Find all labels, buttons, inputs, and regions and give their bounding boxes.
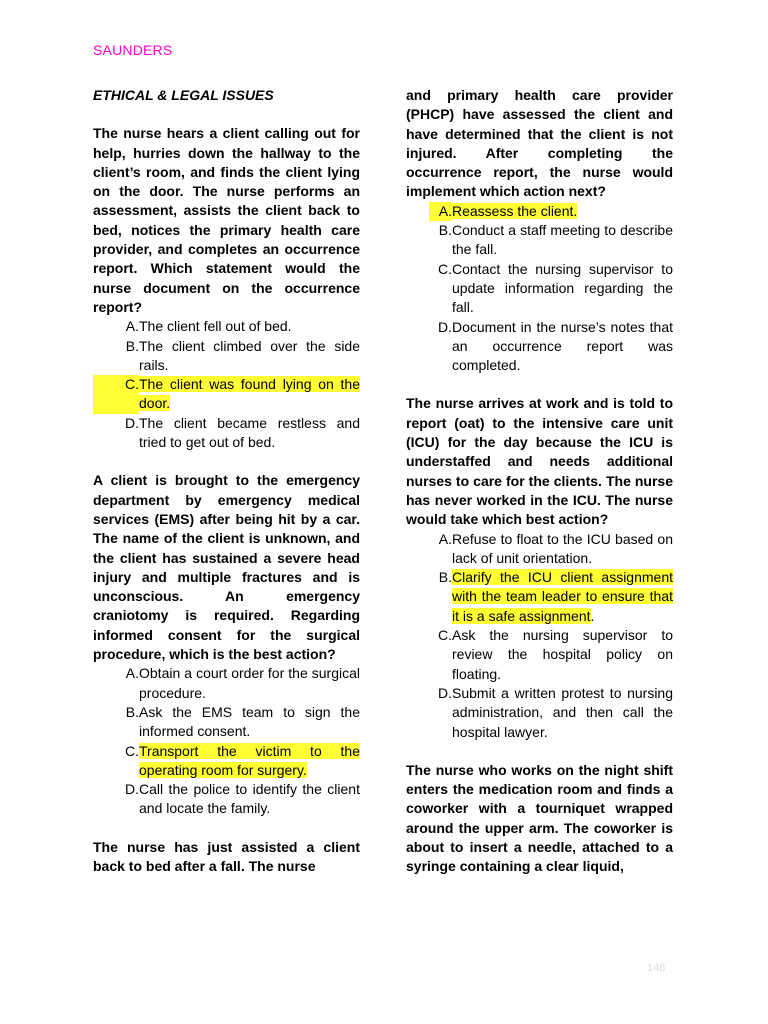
left-column <box>93 86 360 876</box>
highlighted-answer: Clarify the ICU client assignment with the team leader to ensure that it is a safe assignment <box>452 569 673 624</box>
highlighted-answer: The client was found lying on the door. <box>139 376 360 412</box>
question-2-options <box>93 664 360 818</box>
running-header: SAUNDERS <box>93 42 173 58</box>
question-3-stem-start: The nurse has just assisted a client back to bed after a fall. The nurse <box>93 838 360 874</box>
question-5-stem: The nurse who works on the night shift enters the medication room and finds a coworker with a tourniquet wrapped around the upper arm. The coworker is about to insert a needle, attached to a syringe containing a clear liquid, <box>406 761 673 875</box>
option-correct: B. Clarify the ICU client assignment with the team leader to ensure that it is a safe assignment. <box>438 569 673 624</box>
page-number: 146 <box>647 962 666 974</box>
question-3-stem-continued: and primary health care provider (PHCP) have assessed the client and have determined that the client is not injured. After completing the occurrence report, the nurse would implement which action next? <box>406 87 673 200</box>
option: D. Submit a written protest to nursing administration, and then call the hospital lawyer. <box>438 684 673 740</box>
question-1-options <box>93 317 360 452</box>
question-3-options <box>406 202 673 376</box>
highlighted-answer: Reassess the client. <box>452 202 578 219</box>
section-title: ETHICAL & LEGAL ISSUES <box>93 87 274 103</box>
question-2-stem: A client is brought to the emergency department by emergency medical services (EMS) after being hit by a car. The name of the client is unknown, and the client has sustained a severe head injury and multiple fractures and is unconscious. An emergency craniotomy is required. Regarding informed consent for the surgical procedure, which is the best action? <box>93 472 360 663</box>
highlighted-answer: Transport the victim to the operating room for surgery. <box>139 742 360 778</box>
question-4-stem: The nurse arrives at work and is told to report (oat) to the intensive care unit (ICU) for the day because the ICU is understaffed and needs additional nurses to care for the clients. The nurse has never worked in the ICU. The nurse would take which best action? <box>406 395 673 528</box>
option: B. Ask the EMS team to sign the informed consent. <box>125 703 360 740</box>
option: D. The client became restless and tried to get out of bed. <box>125 414 360 451</box>
option: B. Conduct a staff meeting to describe the fall. <box>438 222 673 258</box>
option: D. Document in the nurse’s notes that an occurrence report was completed. <box>438 318 673 374</box>
option-correct: C. Transport the victim to the operating room for surgery. <box>125 742 360 778</box>
option: A. Refuse to float to the ICU based on lack of unit orientation. <box>438 530 673 566</box>
option: B. The client climbed over the side rails. <box>125 337 360 373</box>
option: A. Obtain a court order for the surgical procedure. <box>125 665 360 701</box>
option: C. Contact the nursing supervisor to update information regarding the fall. <box>438 260 673 316</box>
option-correct: C. The client was found lying on the door. <box>93 375 360 414</box>
question-1-stem: The nurse hears a client calling out for help, hurries down the hallway to the client’s room, and finds the client lying on the door. The nurse performs an assessment, assists the client back to bed, notices the primary health care provider, and completes an occurrence report. Which statement would the nurse document on the occurrence report? <box>93 125 360 315</box>
option-correct: A. Reassess the client. <box>406 202 673 221</box>
right-column <box>406 86 673 877</box>
option: A. The client fell out of bed. <box>125 318 292 335</box>
question-4-options <box>406 530 673 742</box>
option: C. Ask the nursing supervisor to review the hospital policy on floating. <box>438 627 673 682</box>
option: D. Call the police to identify the client and locate the family. <box>125 781 360 817</box>
